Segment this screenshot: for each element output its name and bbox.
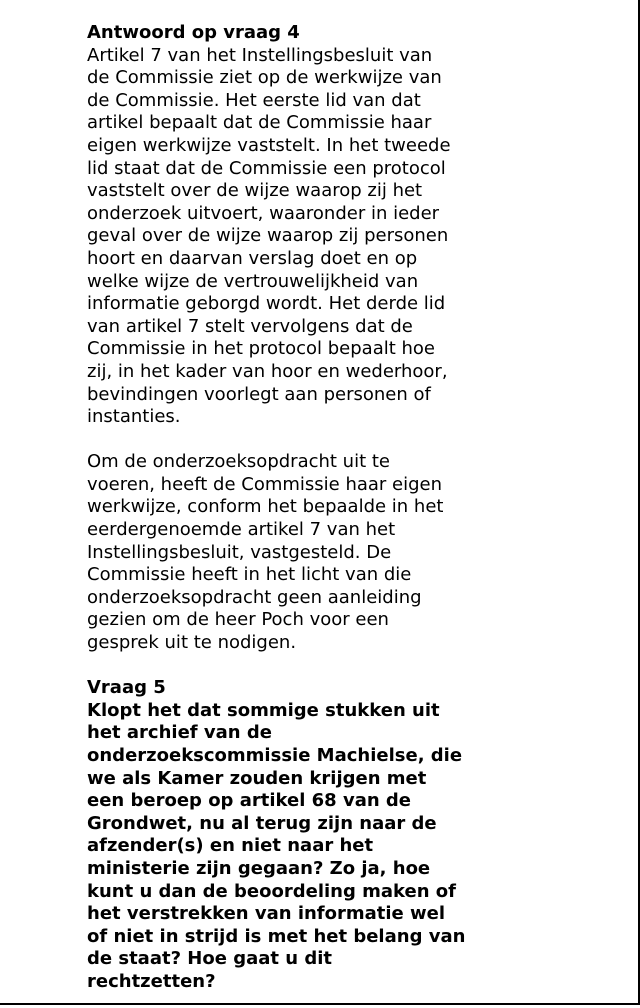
question-5-text xyxy=(87,700,607,994)
text-line: bevindingen voorlegt aan personen of xyxy=(87,383,431,405)
question-line: afzender(s) en niet naar het xyxy=(87,835,374,857)
answer-4-paragraph-2 xyxy=(87,451,607,654)
text-line: gezien om de heer Poch voor een xyxy=(87,609,389,631)
question-line: rechtzetten? xyxy=(87,970,216,992)
text-line: welke wijze de vertrouwelijkheid van xyxy=(87,270,419,292)
paragraph-gap xyxy=(87,655,607,678)
text-line: Artikel 7 van het Instellingsbesluit van xyxy=(87,44,433,66)
text-line: informatie geborgd wordt. Het derde lid xyxy=(87,293,446,315)
text-line: werkwijze, conform het bepaalde in het xyxy=(87,496,444,518)
text-line: de Commissie ziet op de werkwijze van xyxy=(87,67,442,89)
text-line: van artikel 7 stelt vervolgens dat de xyxy=(87,315,413,337)
question-line: onderzoekscommissie Machielse, die xyxy=(87,745,463,766)
text-line: geval over de wijze waarop zij personen xyxy=(87,225,449,247)
question-line: Klopt het dat sommige stukken uit xyxy=(87,699,440,721)
question-line: ministerie zijn gegaan? Zo ja, hoe xyxy=(87,857,431,879)
text-line: vaststelt over de wijze waarop zij het xyxy=(87,180,423,202)
answer-4-paragraph-1 xyxy=(87,45,607,429)
question-line: kunt u dan de beoordeling maken of xyxy=(87,880,456,902)
text-line: instanties. xyxy=(87,406,181,428)
text-line: zij, in het kader van hoor en wederhoor, xyxy=(87,360,448,382)
question-line: een beroep op artikel 68 van de xyxy=(87,790,412,812)
text-line: artikel bepaalt dat de Commissie haar xyxy=(87,112,432,134)
text-line: eigen werkwijze vaststelt. In het tweede xyxy=(87,134,451,156)
text-line: de Commissie. Het eerste lid van dat xyxy=(87,89,421,111)
answer-4-heading: Antwoord op vraag 4 xyxy=(87,22,300,43)
text-line: hoort en daarvan verslag doet en op xyxy=(87,247,418,269)
text-line: Instellingsbesluit, vastgesteld. De xyxy=(87,541,392,563)
paragraph-gap xyxy=(87,429,607,452)
text-line: Om de onderzoeksopdracht uit te xyxy=(87,451,391,473)
text-line: onderzoek uitvoert, waaronder in ieder xyxy=(87,202,440,224)
text-line: onderzoeksopdracht geen aanleiding xyxy=(87,586,422,608)
text-line: Commissie in het protocol bepaalt hoe xyxy=(87,338,436,360)
text-line: voeren, heeft de Commissie haar eigen xyxy=(87,473,443,495)
question-line: het verstrekken van informatie wel xyxy=(87,903,446,925)
text-line: Commissie heeft in het licht van die xyxy=(87,564,412,586)
question-line: de staat? Hoe gaat u dit xyxy=(87,948,332,970)
document-body xyxy=(87,22,607,994)
text-line: lid staat dat de Commissie een protocol xyxy=(87,157,446,179)
text-line: eerdergenoemde artikel 7 van het xyxy=(87,519,396,541)
question-line: Grondwet, nu al terug zijn naar de xyxy=(87,812,437,834)
question-line: het archief van de xyxy=(87,722,272,744)
text-line: gesprek uit te nodigen. xyxy=(87,632,297,654)
question-line: we als Kamer zouden krijgen met xyxy=(87,767,427,789)
question-line: of niet in strijd is met het belang van xyxy=(87,925,466,947)
question-5-heading: Vraag 5 xyxy=(87,677,166,699)
